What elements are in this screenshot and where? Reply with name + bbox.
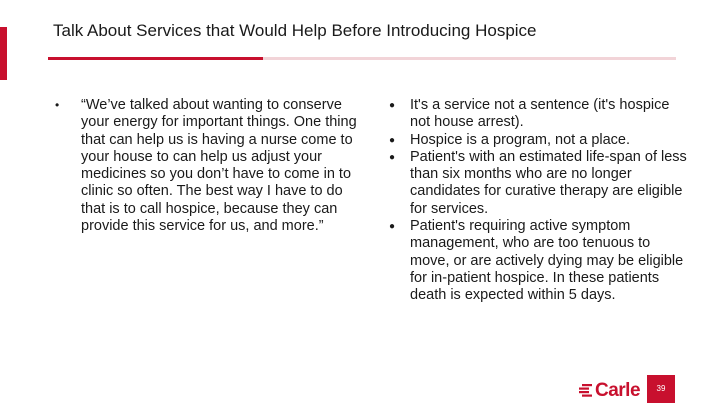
right-column: [388, 97, 693, 305]
left-accent-bar: [0, 27, 7, 80]
list-item-text: Patient's with an estimated life-span of less than six months who are no longer candidates for curative therapy are eligible for services.: [410, 148, 687, 217]
slide-title: Talk About Services that Would Help Before Introducing Hospice: [53, 21, 537, 40]
bullet-dot-icon: ●: [389, 100, 396, 111]
list-item-text: Patient's requiring active symptom management, who are too tenuous to move, or are actively dying may be eligible for in-patient hospice. In these patients death is expected within 5 days.: [410, 218, 684, 304]
list-item: [388, 218, 693, 304]
list-item: [388, 132, 693, 149]
bullet-dot-icon: ●: [389, 221, 396, 233]
bullet-dot-icon: ●: [389, 134, 396, 146]
title-underline-red: [48, 57, 263, 60]
list-item: [388, 97, 693, 132]
list-item: [388, 149, 693, 218]
page-number-badge: 39: [647, 375, 675, 403]
carle-logo: [578, 378, 640, 402]
bullet-icon: •: [55, 98, 60, 112]
carle-mark-icon: [578, 382, 594, 398]
left-column: [55, 97, 365, 235]
bullet-dot-icon: ●: [389, 151, 396, 163]
bullet-list: [388, 97, 693, 305]
list-item-text: It's a service not a sentence (it's hospice not house arrest).: [410, 97, 670, 131]
logo-wordmark: Carle: [595, 379, 641, 401]
list-item-text: Hospice is a program, not a place.: [410, 131, 631, 148]
title-underline-pink: [263, 57, 676, 60]
quote-text: “We’ve talked about wanting to conserve your energy for important things. One thing that can help us is having a nurse come to your house to can help us adjust your medicines so you don’t have to come in to clinic so often. The best way I have to do that is to call hospice, because they can provide this service for us, and more.”: [81, 97, 357, 235]
